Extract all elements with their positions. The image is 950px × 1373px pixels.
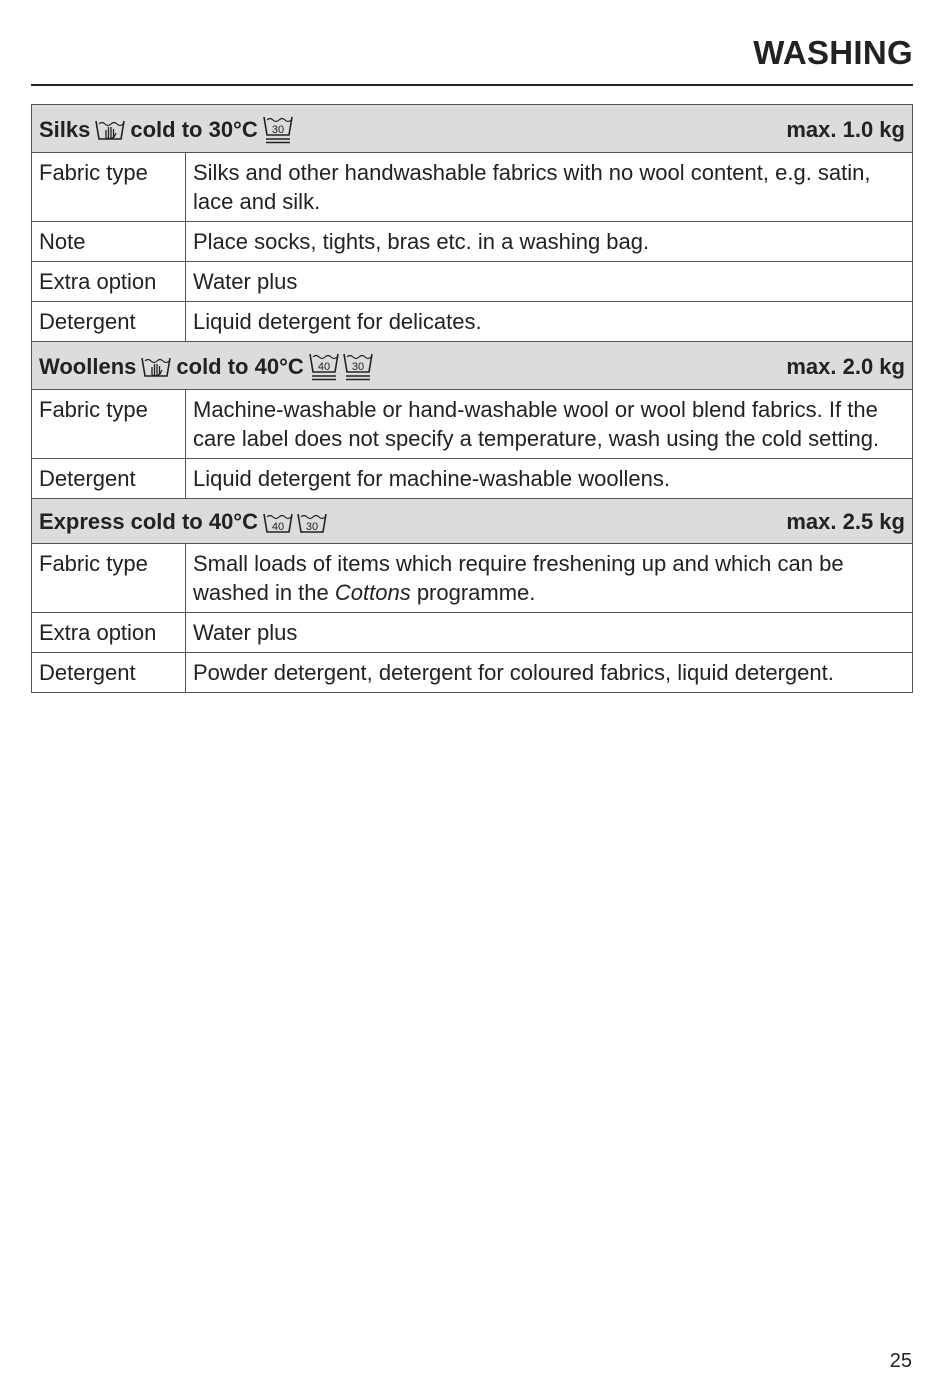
- programme-header-express: [32, 499, 913, 544]
- max-load: max. 2.5 kg: [786, 509, 905, 534]
- row-text: Water plus: [186, 613, 913, 653]
- programme-header-silks: [32, 105, 913, 153]
- wash-temp-label: 40: [317, 361, 330, 373]
- row-label: Fabric type: [32, 544, 186, 613]
- row-label: Note: [32, 222, 186, 262]
- row-label: Detergent: [32, 302, 186, 342]
- programme-table: [31, 104, 913, 693]
- page-title: WASHING: [753, 34, 913, 71]
- row-label: Detergent: [32, 459, 186, 499]
- programme-name: Woollens: [39, 353, 137, 379]
- row-text: Liquid detergent for machine-washable woollens.: [186, 459, 913, 499]
- table-row: [32, 459, 913, 499]
- wash-temp-label: 30: [351, 361, 364, 373]
- row-text: Place socks, tights, bras etc. in a washing bag.: [186, 222, 913, 262]
- row-text-before: Small loads of items which require freshening up and which can be washed in the: [193, 551, 844, 605]
- table-row: [32, 544, 913, 613]
- table-row: [32, 302, 913, 342]
- row-text: Liquid detergent for delicates.: [186, 302, 913, 342]
- row-label: Detergent: [32, 653, 186, 693]
- programme-reference: Cottons: [334, 580, 411, 605]
- row-text: Powder detergent, detergent for coloured fabrics, liquid detergent.: [186, 653, 913, 693]
- row-label: Extra option: [32, 613, 186, 653]
- programme-header-woollens: [32, 342, 913, 390]
- wash-temp-label: 30: [271, 124, 284, 136]
- wash-30-icon: [296, 510, 330, 534]
- max-load: max. 1.0 kg: [786, 116, 905, 142]
- row-text-after: programme.: [410, 580, 536, 605]
- table-row: [32, 222, 913, 262]
- wash-40-very-gentle-icon: [308, 350, 342, 382]
- programme-temperature: cold to 30°C: [130, 116, 258, 142]
- table-row: [32, 153, 913, 222]
- row-label: Fabric type: [32, 390, 186, 459]
- table-row: [32, 653, 913, 693]
- table-row: [32, 390, 913, 459]
- wash-30-very-gentle-icon: [342, 350, 376, 382]
- wash-temp-label: 30: [305, 520, 319, 533]
- table-row: [32, 613, 913, 653]
- programme-temperature: cold to 40°C: [130, 509, 258, 534]
- programme-name: Express: [39, 509, 125, 534]
- wash-40-icon: [262, 510, 296, 534]
- hand-wash-icon: [94, 117, 126, 141]
- row-text: Water plus: [186, 262, 913, 302]
- row-text: Silks and other handwashable fabrics with no wool content, e.g. satin, lace and silk.: [186, 153, 913, 222]
- programme-temperature: cold to 40°C: [176, 353, 304, 379]
- page-header: [31, 32, 913, 86]
- row-text: [186, 544, 913, 613]
- row-text: Machine-washable or hand-washable wool or wool blend fabrics. If the care label does not specify a temperature, wash using the cold setting.: [186, 390, 913, 459]
- wash-temp-label: 40: [271, 520, 285, 533]
- page-number: 25: [889, 1350, 912, 1372]
- table-row: [32, 262, 913, 302]
- max-load: max. 2.0 kg: [786, 353, 905, 379]
- hand-wash-icon: [140, 354, 172, 378]
- programme-name: Silks: [39, 116, 91, 142]
- row-label: Fabric type: [32, 153, 186, 222]
- wash-30-very-gentle-icon: [262, 113, 296, 145]
- row-label: Extra option: [32, 262, 186, 302]
